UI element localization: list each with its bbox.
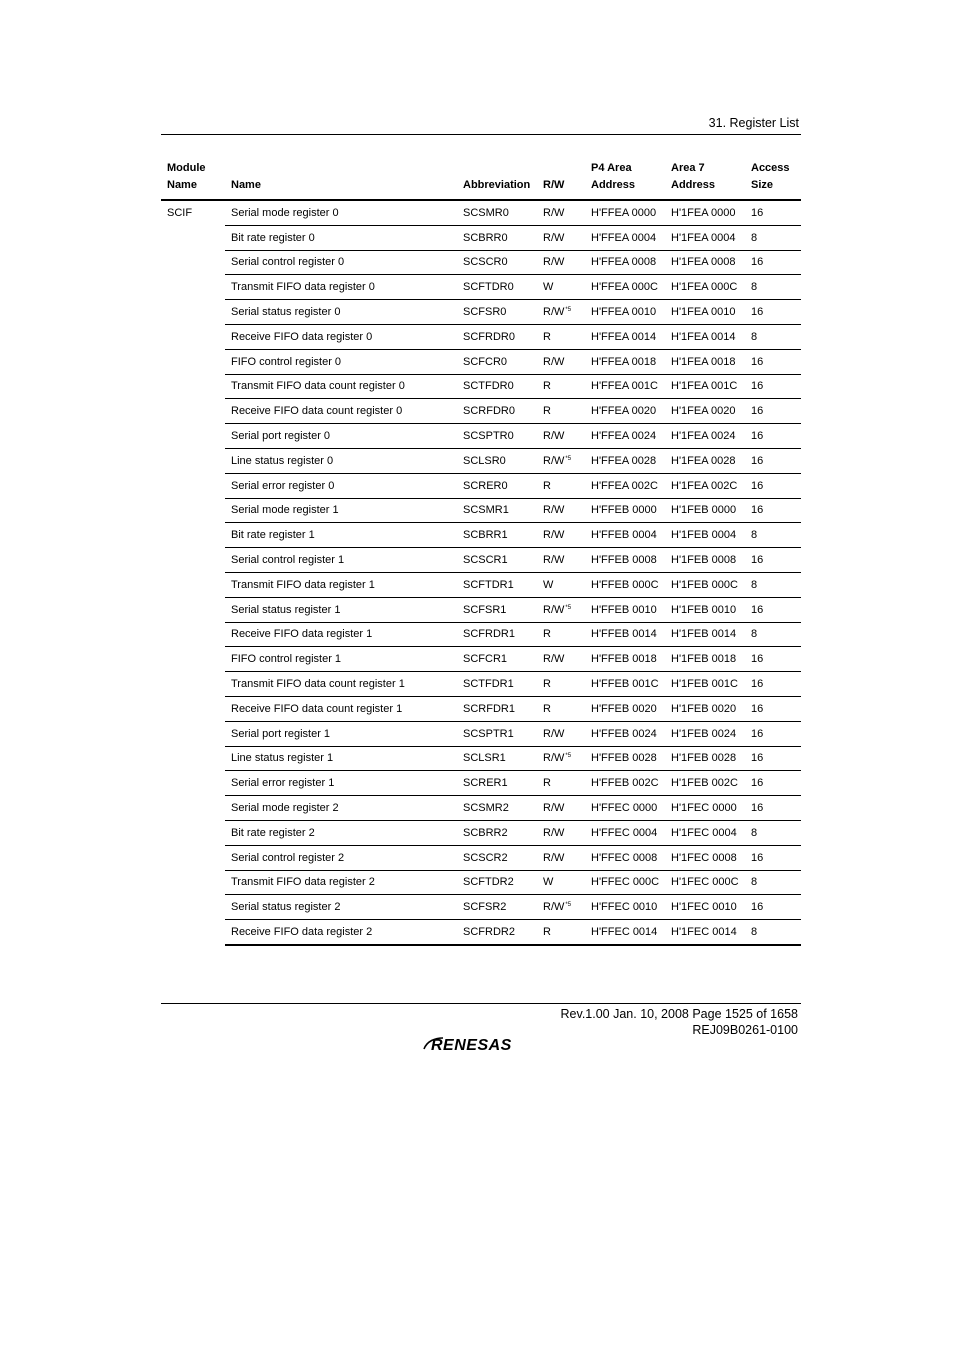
register-name: Serial control register 0 [225, 250, 457, 275]
register-access-size: 16 [745, 374, 801, 399]
register-area7-address: H'1FEB 0028 [665, 746, 745, 771]
register-name: Transmit FIFO data register 0 [225, 275, 457, 300]
register-abbreviation: SCRER1 [457, 771, 537, 796]
register-p4-address: H'FFEA 0024 [585, 424, 665, 449]
register-area7-address: H'1FEC 0008 [665, 845, 745, 870]
col-header-module: Module Name [161, 158, 225, 200]
register-area7-address: H'1FEC 000C [665, 870, 745, 895]
module-name: SCIF [167, 207, 193, 219]
footnote-marker: *5 [565, 604, 572, 611]
document-number: REJ09B0261-0100 [692, 1023, 798, 1037]
register-name: Serial error register 0 [225, 473, 457, 498]
register-name: Bit rate register 2 [225, 820, 457, 845]
register-rw: R/W [537, 225, 585, 250]
register-rw: R/W [537, 424, 585, 449]
register-area7-address: H'1FEB 0008 [665, 548, 745, 573]
register-p4-address: H'FFEA 002C [585, 473, 665, 498]
register-access-size: 16 [745, 548, 801, 573]
table-row [161, 746, 801, 771]
table-row [161, 473, 801, 498]
register-rw: R/W$^{*5}$ [537, 300, 585, 325]
register-name: Serial status register 1 [225, 597, 457, 622]
table-row [161, 548, 801, 573]
register-area7-address: H'1FEB 0004 [665, 523, 745, 548]
register-rw: R [537, 696, 585, 721]
register-rw: R/W [537, 200, 585, 225]
register-access-size: 8 [745, 572, 801, 597]
register-rw: R [537, 374, 585, 399]
register-area7-address: H'1FEA 0000 [665, 200, 745, 225]
register-name: Transmit FIFO data register 2 [225, 870, 457, 895]
register-p4-address: H'FFEA 0004 [585, 225, 665, 250]
col-header-abbreviation: Abbreviation [457, 158, 537, 200]
footnote-marker: *5 [565, 307, 572, 314]
register-abbreviation: SCFSR0 [457, 300, 537, 325]
register-area7-address: H'1FEC 0000 [665, 796, 745, 821]
table-row [161, 374, 801, 399]
table-row [161, 250, 801, 275]
register-p4-address: H'FFEA 0028 [585, 448, 665, 473]
register-area7-address: H'1FEA 000C [665, 275, 745, 300]
register-access-size: 8 [745, 324, 801, 349]
register-p4-address: H'FFEB 0028 [585, 746, 665, 771]
register-abbreviation: SCFSR1 [457, 597, 537, 622]
table-row [161, 523, 801, 548]
col-header-rw: R/W [537, 158, 585, 200]
register-access-size: 16 [745, 746, 801, 771]
register-area7-address: H'1FEB 001C [665, 672, 745, 697]
register-rw: R [537, 324, 585, 349]
register-abbreviation: SCBRR1 [457, 523, 537, 548]
register-area7-address: H'1FEA 0010 [665, 300, 745, 325]
table-row [161, 920, 801, 945]
register-rw: R [537, 622, 585, 647]
register-area7-address: H'1FEB 0014 [665, 622, 745, 647]
running-header [161, 114, 801, 135]
register-abbreviation: SCLSR1 [457, 746, 537, 771]
register-name: Bit rate register 0 [225, 225, 457, 250]
register-table [161, 158, 801, 946]
register-p4-address: H'FFEC 0004 [585, 820, 665, 845]
register-rw: R/W$^{*5}$ [537, 746, 585, 771]
register-access-size: 16 [745, 647, 801, 672]
register-rw: R [537, 771, 585, 796]
register-access-size: 16 [745, 300, 801, 325]
col-header-area7-address: Area 7 Address [665, 158, 745, 200]
table-row [161, 647, 801, 672]
register-name: Bit rate register 1 [225, 523, 457, 548]
table-row [161, 399, 801, 424]
register-rw: R/W [537, 845, 585, 870]
register-name: Transmit FIFO data register 1 [225, 572, 457, 597]
register-abbreviation: SCFSR2 [457, 895, 537, 920]
footnote-marker: *5 [565, 753, 572, 760]
register-rw: R/W$^{*5}$ [537, 597, 585, 622]
register-abbreviation: SCFCR0 [457, 349, 537, 374]
register-abbreviation: SCSMR1 [457, 498, 537, 523]
register-area7-address: H'1FEA 0028 [665, 448, 745, 473]
register-access-size: 16 [745, 349, 801, 374]
register-access-size: 8 [745, 275, 801, 300]
register-p4-address: H'FFEA 001C [585, 374, 665, 399]
register-abbreviation: SCFRDR0 [457, 324, 537, 349]
table-row [161, 820, 801, 845]
register-access-size: 16 [745, 473, 801, 498]
table-row [161, 324, 801, 349]
register-p4-address: H'FFEB 0020 [585, 696, 665, 721]
table-row [161, 200, 801, 225]
register-access-size: 16 [745, 696, 801, 721]
register-rw: W [537, 572, 585, 597]
register-access-size: 8 [745, 523, 801, 548]
register-area7-address: H'1FEA 0008 [665, 250, 745, 275]
table-row [161, 572, 801, 597]
register-area7-address: H'1FEB 0024 [665, 721, 745, 746]
register-area7-address: H'1FEC 0014 [665, 920, 745, 945]
register-name: Serial mode register 1 [225, 498, 457, 523]
register-abbreviation: SCFRDR2 [457, 920, 537, 945]
register-abbreviation: SCRFDR0 [457, 399, 537, 424]
register-name: Receive FIFO data count register 1 [225, 696, 457, 721]
register-rw: R/W$^{*5}$ [537, 448, 585, 473]
register-rw: R/W [537, 250, 585, 275]
register-area7-address: H'1FEB 0010 [665, 597, 745, 622]
register-name: Line status register 0 [225, 448, 457, 473]
register-abbreviation: SCFTDR1 [457, 572, 537, 597]
register-access-size: 8 [745, 225, 801, 250]
register-name: Receive FIFO data register 2 [225, 920, 457, 945]
register-p4-address: H'FFEB 000C [585, 572, 665, 597]
register-access-size: 8 [745, 920, 801, 945]
register-p4-address: H'FFEC 0014 [585, 920, 665, 945]
register-p4-address: H'FFEA 0008 [585, 250, 665, 275]
register-area7-address: H'1FEC 0010 [665, 895, 745, 920]
page-footer [161, 1003, 801, 1037]
register-abbreviation: SCSPTR0 [457, 424, 537, 449]
register-name: FIFO control register 0 [225, 349, 457, 374]
register-p4-address: H'FFEC 0010 [585, 895, 665, 920]
register-name: Serial control register 2 [225, 845, 457, 870]
register-rw: W [537, 275, 585, 300]
register-name: Transmit FIFO data count register 1 [225, 672, 457, 697]
register-access-size: 8 [745, 870, 801, 895]
register-name: Serial control register 1 [225, 548, 457, 573]
register-p4-address: H'FFEB 0024 [585, 721, 665, 746]
col-header-name: Name [225, 158, 457, 200]
register-p4-address: H'FFEB 0018 [585, 647, 665, 672]
table-row [161, 300, 801, 325]
register-name: Serial status register 0 [225, 300, 457, 325]
register-name: Line status register 1 [225, 746, 457, 771]
register-rw: R [537, 473, 585, 498]
register-area7-address: H'1FEA 0014 [665, 324, 745, 349]
register-abbreviation: SCRER0 [457, 473, 537, 498]
register-p4-address: H'FFEC 000C [585, 870, 665, 895]
register-area7-address: H'1FEB 0000 [665, 498, 745, 523]
register-rw: R/W [537, 548, 585, 573]
register-p4-address: H'FFEC 0008 [585, 845, 665, 870]
register-access-size: 8 [745, 622, 801, 647]
register-rw: R [537, 672, 585, 697]
register-access-size: 16 [745, 200, 801, 225]
register-name: Serial mode register 0 [225, 200, 457, 225]
table-row [161, 771, 801, 796]
register-rw: R [537, 399, 585, 424]
register-name: Serial mode register 2 [225, 796, 457, 821]
register-rw: R/W [537, 721, 585, 746]
register-area7-address: H'1FEB 0020 [665, 696, 745, 721]
register-rw: R [537, 920, 585, 945]
register-p4-address: H'FFEA 0010 [585, 300, 665, 325]
logo-text: RENESAS [431, 1037, 512, 1054]
register-rw: R/W [537, 647, 585, 672]
register-access-size: 16 [745, 895, 801, 920]
register-p4-address: H'FFEB 0004 [585, 523, 665, 548]
register-abbreviation: SCSMR2 [457, 796, 537, 821]
register-p4-address: H'FFEB 002C [585, 771, 665, 796]
table-body [161, 200, 801, 945]
register-abbreviation: SCRFDR1 [457, 696, 537, 721]
register-rw: R/W [537, 498, 585, 523]
register-abbreviation: SCSPTR1 [457, 721, 537, 746]
register-name: Serial status register 2 [225, 895, 457, 920]
renesas-logo [421, 1033, 541, 1055]
register-area7-address: H'1FEA 0020 [665, 399, 745, 424]
register-p4-address: H'FFEC 0000 [585, 796, 665, 821]
register-name: Serial port register 0 [225, 424, 457, 449]
register-abbreviation: SCSCR1 [457, 548, 537, 573]
register-p4-address: H'FFEA 0014 [585, 324, 665, 349]
register-p4-address: H'FFEB 0014 [585, 622, 665, 647]
col-header-access-size: Access Size [745, 158, 801, 200]
table-header-row [161, 158, 801, 200]
footnote-marker: *5 [565, 902, 572, 909]
table-row [161, 498, 801, 523]
register-rw: R/W [537, 349, 585, 374]
table-row [161, 448, 801, 473]
table-row [161, 424, 801, 449]
register-abbreviation: SCBRR0 [457, 225, 537, 250]
register-abbreviation: SCLSR0 [457, 448, 537, 473]
table-row [161, 721, 801, 746]
register-access-size: 16 [745, 771, 801, 796]
register-access-size: 16 [745, 424, 801, 449]
register-area7-address: H'1FEB 002C [665, 771, 745, 796]
register-area7-address: H'1FEA 0018 [665, 349, 745, 374]
register-access-size: 16 [745, 448, 801, 473]
table-row [161, 622, 801, 647]
register-p4-address: H'FFEB 0008 [585, 548, 665, 573]
section-title: 31. Register List [708, 116, 799, 130]
register-area7-address: H'1FEA 002C [665, 473, 745, 498]
register-abbreviation: SCFCR1 [457, 647, 537, 672]
register-rw: R/W$^{*5}$ [537, 895, 585, 920]
table-row [161, 349, 801, 374]
register-name: FIFO control register 1 [225, 647, 457, 672]
register-access-size: 16 [745, 796, 801, 821]
footnote-marker: *5 [565, 455, 572, 462]
register-p4-address: H'FFEB 0000 [585, 498, 665, 523]
register-p4-address: H'FFEA 0020 [585, 399, 665, 424]
register-p4-address: H'FFEA 0000 [585, 200, 665, 225]
table-row [161, 895, 801, 920]
register-p4-address: H'FFEA 0018 [585, 349, 665, 374]
col-header-p4-address: P4 Area Address [585, 158, 665, 200]
register-p4-address: H'FFEB 001C [585, 672, 665, 697]
register-rw: R/W [537, 820, 585, 845]
register-abbreviation: SCSMR0 [457, 200, 537, 225]
table-row [161, 696, 801, 721]
register-name: Serial error register 1 [225, 771, 457, 796]
register-p4-address: H'FFEA 000C [585, 275, 665, 300]
table-row [161, 870, 801, 895]
register-name: Receive FIFO data count register 0 [225, 399, 457, 424]
register-name: Receive FIFO data register 0 [225, 324, 457, 349]
register-name: Transmit FIFO data count register 0 [225, 374, 457, 399]
table-row [161, 597, 801, 622]
register-p4-address: H'FFEB 0010 [585, 597, 665, 622]
table-row [161, 796, 801, 821]
register-area7-address: H'1FEB 000C [665, 572, 745, 597]
register-abbreviation: SCSCR0 [457, 250, 537, 275]
register-area7-address: H'1FEC 0004 [665, 820, 745, 845]
register-abbreviation: SCBRR2 [457, 820, 537, 845]
register-access-size: 16 [745, 250, 801, 275]
register-area7-address: H'1FEA 0024 [665, 424, 745, 449]
register-area7-address: H'1FEA 0004 [665, 225, 745, 250]
register-access-size: 16 [745, 399, 801, 424]
register-rw: R/W [537, 796, 585, 821]
register-rw: W [537, 870, 585, 895]
register-access-size: 16 [745, 597, 801, 622]
revision-info: Rev.1.00 Jan. 10, 2008 Page 1525 of 1658 [560, 1007, 798, 1021]
register-abbreviation: SCFRDR1 [457, 622, 537, 647]
register-abbreviation: SCTFDR0 [457, 374, 537, 399]
register-access-size: 16 [745, 845, 801, 870]
register-abbreviation: SCFTDR2 [457, 870, 537, 895]
table-row [161, 225, 801, 250]
register-access-size: 16 [745, 672, 801, 697]
register-name: Serial port register 1 [225, 721, 457, 746]
register-access-size: 16 [745, 721, 801, 746]
register-name: Receive FIFO data register 1 [225, 622, 457, 647]
table-row [161, 672, 801, 697]
register-access-size: 16 [745, 498, 801, 523]
register-area7-address: H'1FEB 0018 [665, 647, 745, 672]
register-rw: R/W [537, 523, 585, 548]
table-row [161, 845, 801, 870]
register-abbreviation: SCTFDR1 [457, 672, 537, 697]
register-area7-address: H'1FEA 001C [665, 374, 745, 399]
register-access-size: 8 [745, 820, 801, 845]
register-abbreviation: SCFTDR0 [457, 275, 537, 300]
register-abbreviation: SCSCR2 [457, 845, 537, 870]
table-row [161, 275, 801, 300]
